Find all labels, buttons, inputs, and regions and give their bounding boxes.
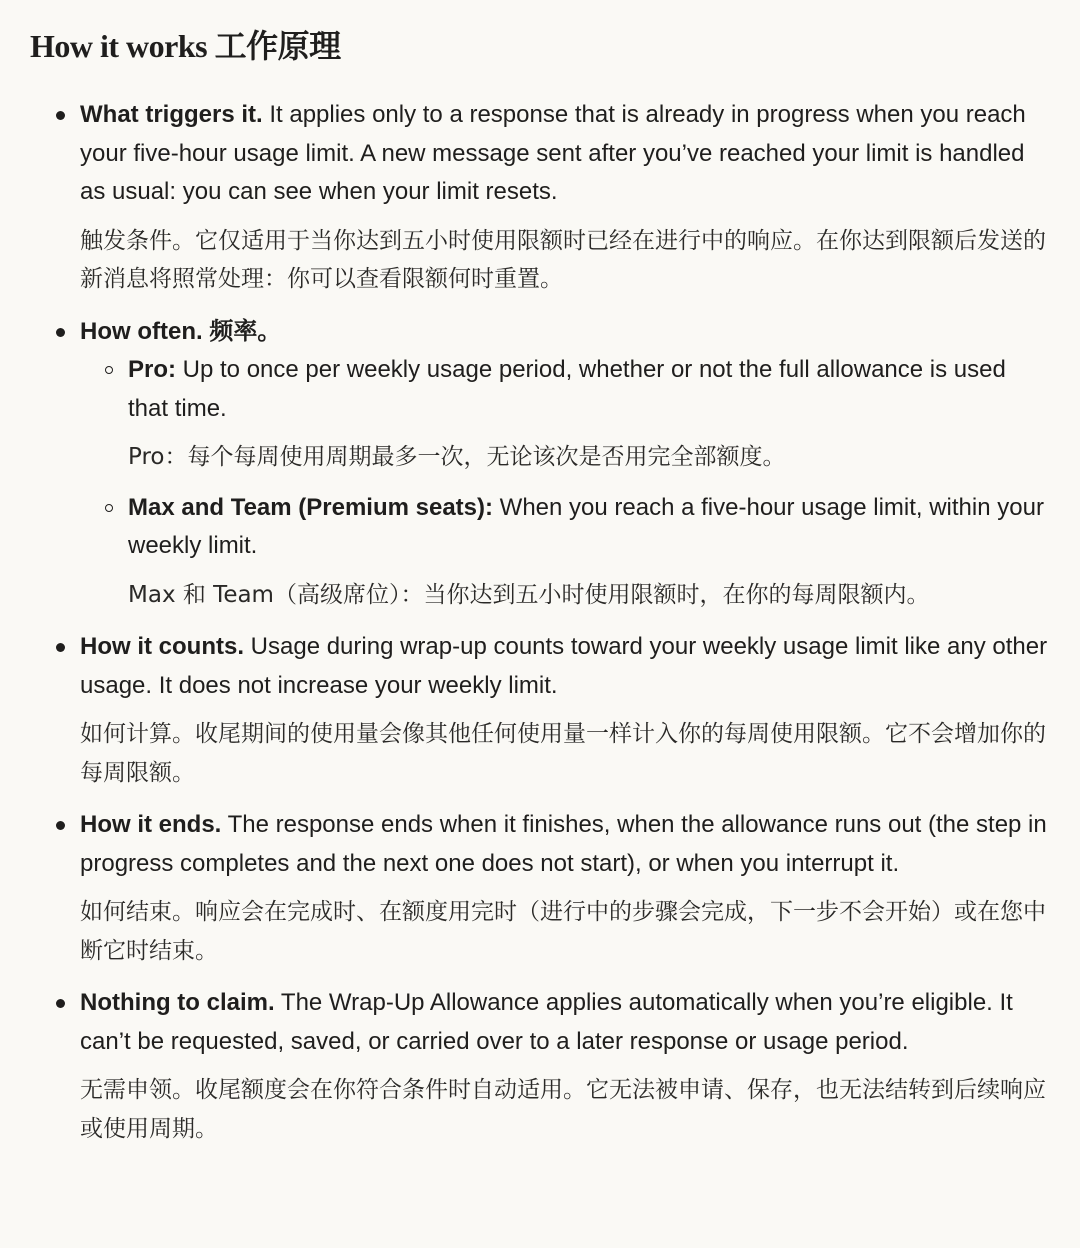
sub-list-item	[80, 489, 1050, 615]
bullet-dot-icon	[56, 111, 65, 120]
sub-item-text	[128, 351, 1050, 428]
sub-item-text	[128, 489, 1050, 566]
sub-item-lead: Max and Team (Premium seats):	[128, 493, 494, 521]
bullet-circle-icon	[105, 366, 113, 374]
item-text	[80, 628, 1050, 705]
item-lead: Nothing to claim.	[80, 989, 275, 1016]
item-body: It applies only to a response that is already in progress when you reach your five-hour usage limit. A new message sent after you’ve reached your limit is handled as usual: you can see when your limit resets.	[80, 101, 1026, 205]
item-text	[80, 96, 1050, 212]
sub-item-lead: Pro:	[128, 356, 176, 383]
sub-item-translation: Pro：每个每周使用周期最多一次，无论该次是否用完全部额度。	[128, 444, 786, 470]
item-body: 频率。	[202, 317, 282, 345]
bullet-dot-icon	[56, 643, 65, 652]
list-item	[30, 806, 1050, 970]
item-translation: 触发条件。它仅适用于当你达到五小时使用限额时已经在进行中的响应。在你达到限额后发送的新消息将照常处理：你可以查看限额何时重置。	[80, 227, 1046, 292]
sub-item-body: Up to once per weekly usage period, whether or not the full allowance is used that time.	[128, 356, 1006, 422]
item-text	[80, 806, 1050, 883]
item-lead: How it ends.	[80, 811, 222, 838]
item-lead: What triggers it.	[80, 101, 263, 128]
item-lead: How often.	[80, 317, 203, 345]
bullet-circle-icon	[105, 504, 113, 512]
item-translation: 如何结束。响应会在完成时、在额度用完时（进行中的步骤会完成，下一步不会开始）或在您中断它时结束。	[80, 899, 1046, 964]
bullet-dot-icon	[56, 328, 65, 337]
list-item	[30, 628, 1050, 792]
bullet-list	[30, 96, 1050, 1148]
bullet-dot-icon	[56, 821, 65, 830]
section-title: How it works 工作原理	[30, 28, 341, 64]
item-lead: How it counts.	[80, 633, 244, 660]
item-translation: 无需申领。收尾额度会在你符合条件时自动适用。它无法被申请、保存，也无法结转到后续响应或使用周期。	[80, 1077, 1046, 1142]
sub-list	[80, 351, 1050, 614]
item-body: The response ends when it finishes, when the allowance runs out (the step in progress completes and the next one does not start), or when you interrupt it.	[80, 811, 1047, 877]
sub-list-item	[80, 351, 1050, 477]
item-text	[80, 984, 1050, 1061]
item-translation: 如何计算。收尾期间的使用量会像其他任何使用量一样计入你的每周使用限额。它不会增加你的每周限额。	[80, 721, 1046, 786]
item-body: The Wrap-Up Allowance applies automatically when you’re eligible. It can’t be requested, saved, or carried over to a later response or usage period.	[80, 989, 1013, 1055]
bullet-dot-icon	[56, 999, 65, 1008]
item-body: Usage during wrap-up counts toward your weekly usage limit like any other usage. It does not increase your weekly limit.	[80, 633, 1048, 699]
list-item	[30, 96, 1050, 299]
item-text	[80, 313, 1050, 352]
sub-item-translation: Max 和 Team（高级席位）：当你达到五小时使用限额时，在你的每周限额内。	[128, 581, 930, 608]
list-item	[30, 984, 1050, 1148]
list-item	[30, 313, 1050, 615]
sub-item-body: When you reach a five-hour usage limit, within your weekly limit.	[128, 493, 1044, 559]
